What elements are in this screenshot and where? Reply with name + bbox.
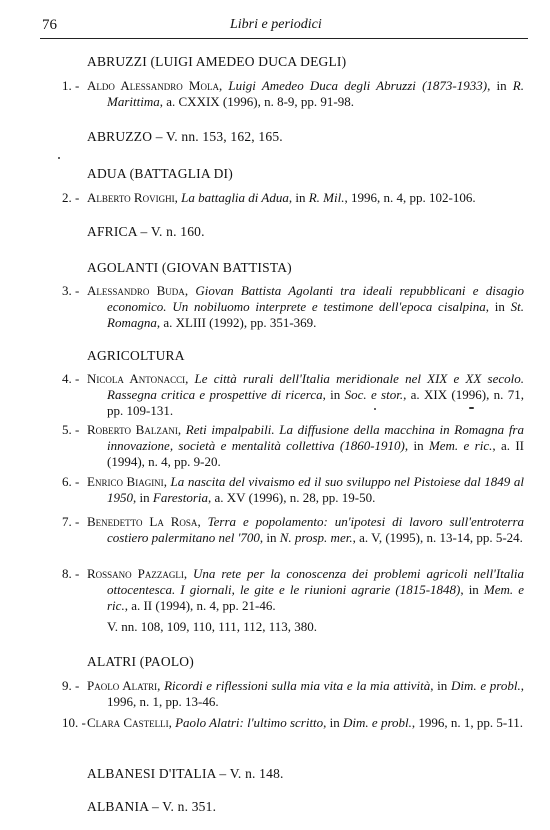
heading-abruzzi-luigi: ABRUZZI (LUIGI AMEDEO DUCA DEGLI)	[87, 54, 347, 69]
entry-author: Alessandro Buda	[87, 283, 185, 298]
heading-alatri: ALATRI (PAOLO)	[87, 654, 194, 669]
entry-connector: , in	[323, 715, 344, 730]
heading-albanesi: ALBANESI D'ITALIA – V. n. 148.	[87, 766, 284, 781]
entry-6: 6. - Enrico Biagini, La nascita del vivaismo ed il suo sviluppo nel Pistoiese dal 1849 al 1950, in Farestoria, a. XV (1996), n. 28, pp. 19-50.	[62, 474, 525, 505]
entry-details: , a. CXXIX (1996), n. 8-9, pp. 91-98.	[159, 94, 354, 109]
entry-number: 6. -	[62, 474, 80, 489]
running-title: Libri e periodici	[230, 17, 322, 32]
entry-author: Nicola Antonacci	[87, 371, 186, 386]
entry-title: Reti impalpabili. La diffusione della macchina in Romagna fra innovazione, società e mentalità collettiva (1860-1910)	[107, 422, 524, 453]
entry-1: 1. - Aldo Alessandro Mola, Luigi Amedeo Duca degli Abruzzi (1873-1933), in R. Marittima, a. CXXIX (1996), n. 8-9, pp. 91-98.	[62, 78, 524, 109]
entry-title: Una rete per la conoscenza dei problemi agricoli nell'Italia ottocentesca. I giornali, le gite e le riunioni agrarie (1815-1848)	[107, 566, 525, 597]
entry-number: 8. -	[62, 566, 80, 581]
entry-connector: , in	[259, 530, 280, 545]
entry-connector: , in	[485, 299, 511, 314]
entry-source: Soc. e stor.	[344, 387, 404, 402]
see-also-refs: V. nn. 108, 109, 110, 111, 112, 113, 380.	[107, 619, 318, 634]
entry-author: Roberto Balzani	[87, 422, 178, 437]
entry-source: Mem. e ric.	[428, 438, 493, 453]
entry-source: Mem. e ric.	[107, 582, 524, 613]
entry-number: 4. -	[62, 371, 80, 386]
entry-9: 9. - Paolo Alatri, Ricordi e riflessioni sulla mia vita e la mia attività, in Dim. e probl., 1996, n. 1, pp. 13-46.	[62, 678, 524, 709]
entry-details: , a. XIX (1996), n. 71, pp. 109-131.	[107, 387, 524, 418]
entry-number: 10. -	[62, 715, 86, 730]
print-speck	[374, 408, 376, 410]
entry-4: 4. - Nicola Antonacci, Le città rurali dell'Italia meridionale nel XIX e XX secolo. Rassegna critica e prospettive di ricerca, in Soc. e stor., a. XIX (1996), n. 71, pp. 109-131.	[62, 371, 525, 418]
entry-connector: , in	[487, 78, 513, 93]
entry-10: 10. - Clara Castelli, Paolo Alatri: l'ultimo scritto, in Dim. e probl., 1996, n. 1, pp. 5-11.	[62, 715, 524, 730]
entry-details: , a. XLIII (1992), pp. 351-369.	[156, 315, 317, 330]
entry-number: 1. -	[62, 78, 80, 93]
entry-connector: , in	[430, 678, 451, 693]
entry-details: , 1996, n. 1, pp. 13-46.	[107, 678, 524, 709]
entry-author: Alberto Rovighi	[87, 190, 175, 205]
print-speck	[58, 157, 60, 159]
heading-albania: ALBANIA – V. n. 351.	[87, 799, 217, 814]
entry-title: Paolo Alatri: l'ultimo scritto	[175, 715, 324, 730]
entry-details: , a. V, (1995), n. 13-14, pp. 5-24.	[352, 530, 523, 545]
entry-title: La nascita del vivaismo ed il suo sviluppo nel Pistoiese dal 1849 al 1950	[107, 474, 525, 505]
entry-author: Paolo Alatri	[87, 678, 158, 693]
heading-adua: ADUA (BATTAGLIA DI)	[87, 166, 233, 181]
entry-source: N. prosp. mer.	[279, 530, 353, 545]
page-number: 76	[42, 17, 57, 33]
header-rule	[40, 38, 528, 39]
entry-author: Clara Castelli	[87, 715, 169, 730]
entry-title: Ricordi e riflessioni sulla mia vita e la mia attività	[164, 678, 431, 693]
entry-title: Luigi Amedeo Duca degli Abruzzi (1873-1933)	[228, 78, 488, 93]
entry-connector: , in	[322, 387, 345, 402]
entry-author: Aldo Alessandro Mola	[87, 78, 219, 93]
entry-connector: , in	[133, 490, 153, 505]
entry-8: 8. - Rossano Pazzagli, Una rete per la conoscenza dei problemi agricoli nell'Italia ottocentesca. I giornali, le gite e le riunioni agrarie (1815-1848), in Mem. e ric., a. II (1994), n. 4, pp. 21-46.	[62, 566, 525, 613]
entry-3: 3. - Alessandro Buda, Giovan Battista Agolanti tra ideali repubblicani e disagio economico. Un nobiluomo interprete e testimone dell'epoca cisalpina, in St. Romagna, a. XLIII (1992), pp. 351-369.	[62, 283, 525, 330]
entry-connector: , in	[404, 438, 429, 453]
entry-details: , 1996, n. 1, pp. 5-11.	[411, 715, 524, 730]
entry-title: Terra e popolamento: un'ipotesi di lavoro sull'entroterra costiero palermitano nel '700	[107, 514, 524, 545]
entry-source: Dim. e probl.	[450, 678, 521, 693]
entry-source: R. Marittima	[107, 78, 524, 109]
entry-title: Giovan Battista Agolanti tra ideali repubblicani e disagio economico. Un nobiluomo interprete e testimone dell'epoca cisalpina	[107, 283, 525, 314]
entry-author: Benedetto La Rosa	[87, 514, 198, 529]
entry-source: St. Romagna	[107, 299, 524, 330]
entry-details: , a. II (1994), n. 4, pp. 21-46.	[124, 598, 276, 613]
entry-source: Dim. e probl.	[343, 715, 412, 730]
entry-title: La battaglia di Adua	[181, 190, 289, 205]
entry-number: 7. -	[62, 514, 80, 529]
entry-source: R. Mil.	[308, 190, 345, 205]
entry-details: , a. XV (1996), n. 28, pp. 19-50.	[208, 490, 376, 505]
heading-abruzzo: ABRUZZO – V. nn. 153, 162, 165.	[87, 129, 283, 144]
entry-7: 7. - Benedetto La Rosa, Terra e popolamento: un'ipotesi di lavoro sull'entroterra costiero palermitano nel '700, in N. prosp. mer., a. V, (1995), n. 13-14, pp. 5-24.	[62, 514, 524, 545]
entry-details: , 1996, n. 4, pp. 102-106.	[344, 190, 476, 205]
entry-5: 5. - Roberto Balzani, Reti impalpabili. La diffusione della macchina in Romagna fra innovazione, società e mentalità collettiva (1860-1910), in Mem. e ric., a. II (1994), n. 4, pp. 9-20.	[62, 422, 524, 469]
entry-connector: , in	[288, 190, 309, 205]
entry-connector: , in	[460, 582, 484, 597]
print-speck	[469, 407, 474, 409]
entry-2: 2. - Alberto Rovighi, La battaglia di Adua, in R. Mil., 1996, n. 4, pp. 102-106.	[62, 190, 476, 205]
entry-author: Rossano Pazzagli	[87, 566, 184, 581]
entry-title: Le città rurali dell'Italia meridionale nel XIX e XX secolo. Rassegna critica e prospettive di ricerca	[107, 371, 525, 402]
entry-number: 5. -	[62, 422, 80, 437]
entry-number: 3. -	[62, 283, 80, 298]
entry-number: 9. -	[62, 678, 80, 693]
heading-agricoltura: AGRICOLTURA	[87, 348, 185, 363]
entry-details: , a. II (1994), n. 4, pp. 9-20.	[107, 438, 524, 469]
entry-number: 2. -	[62, 190, 80, 205]
entry-author: Enrico Biagini	[87, 474, 164, 489]
entry-source: Farestoria	[152, 490, 209, 505]
heading-agolanti: AGOLANTI (GIOVAN BATTISTA)	[87, 260, 292, 275]
heading-africa: AFRICA – V. n. 160.	[87, 224, 205, 239]
